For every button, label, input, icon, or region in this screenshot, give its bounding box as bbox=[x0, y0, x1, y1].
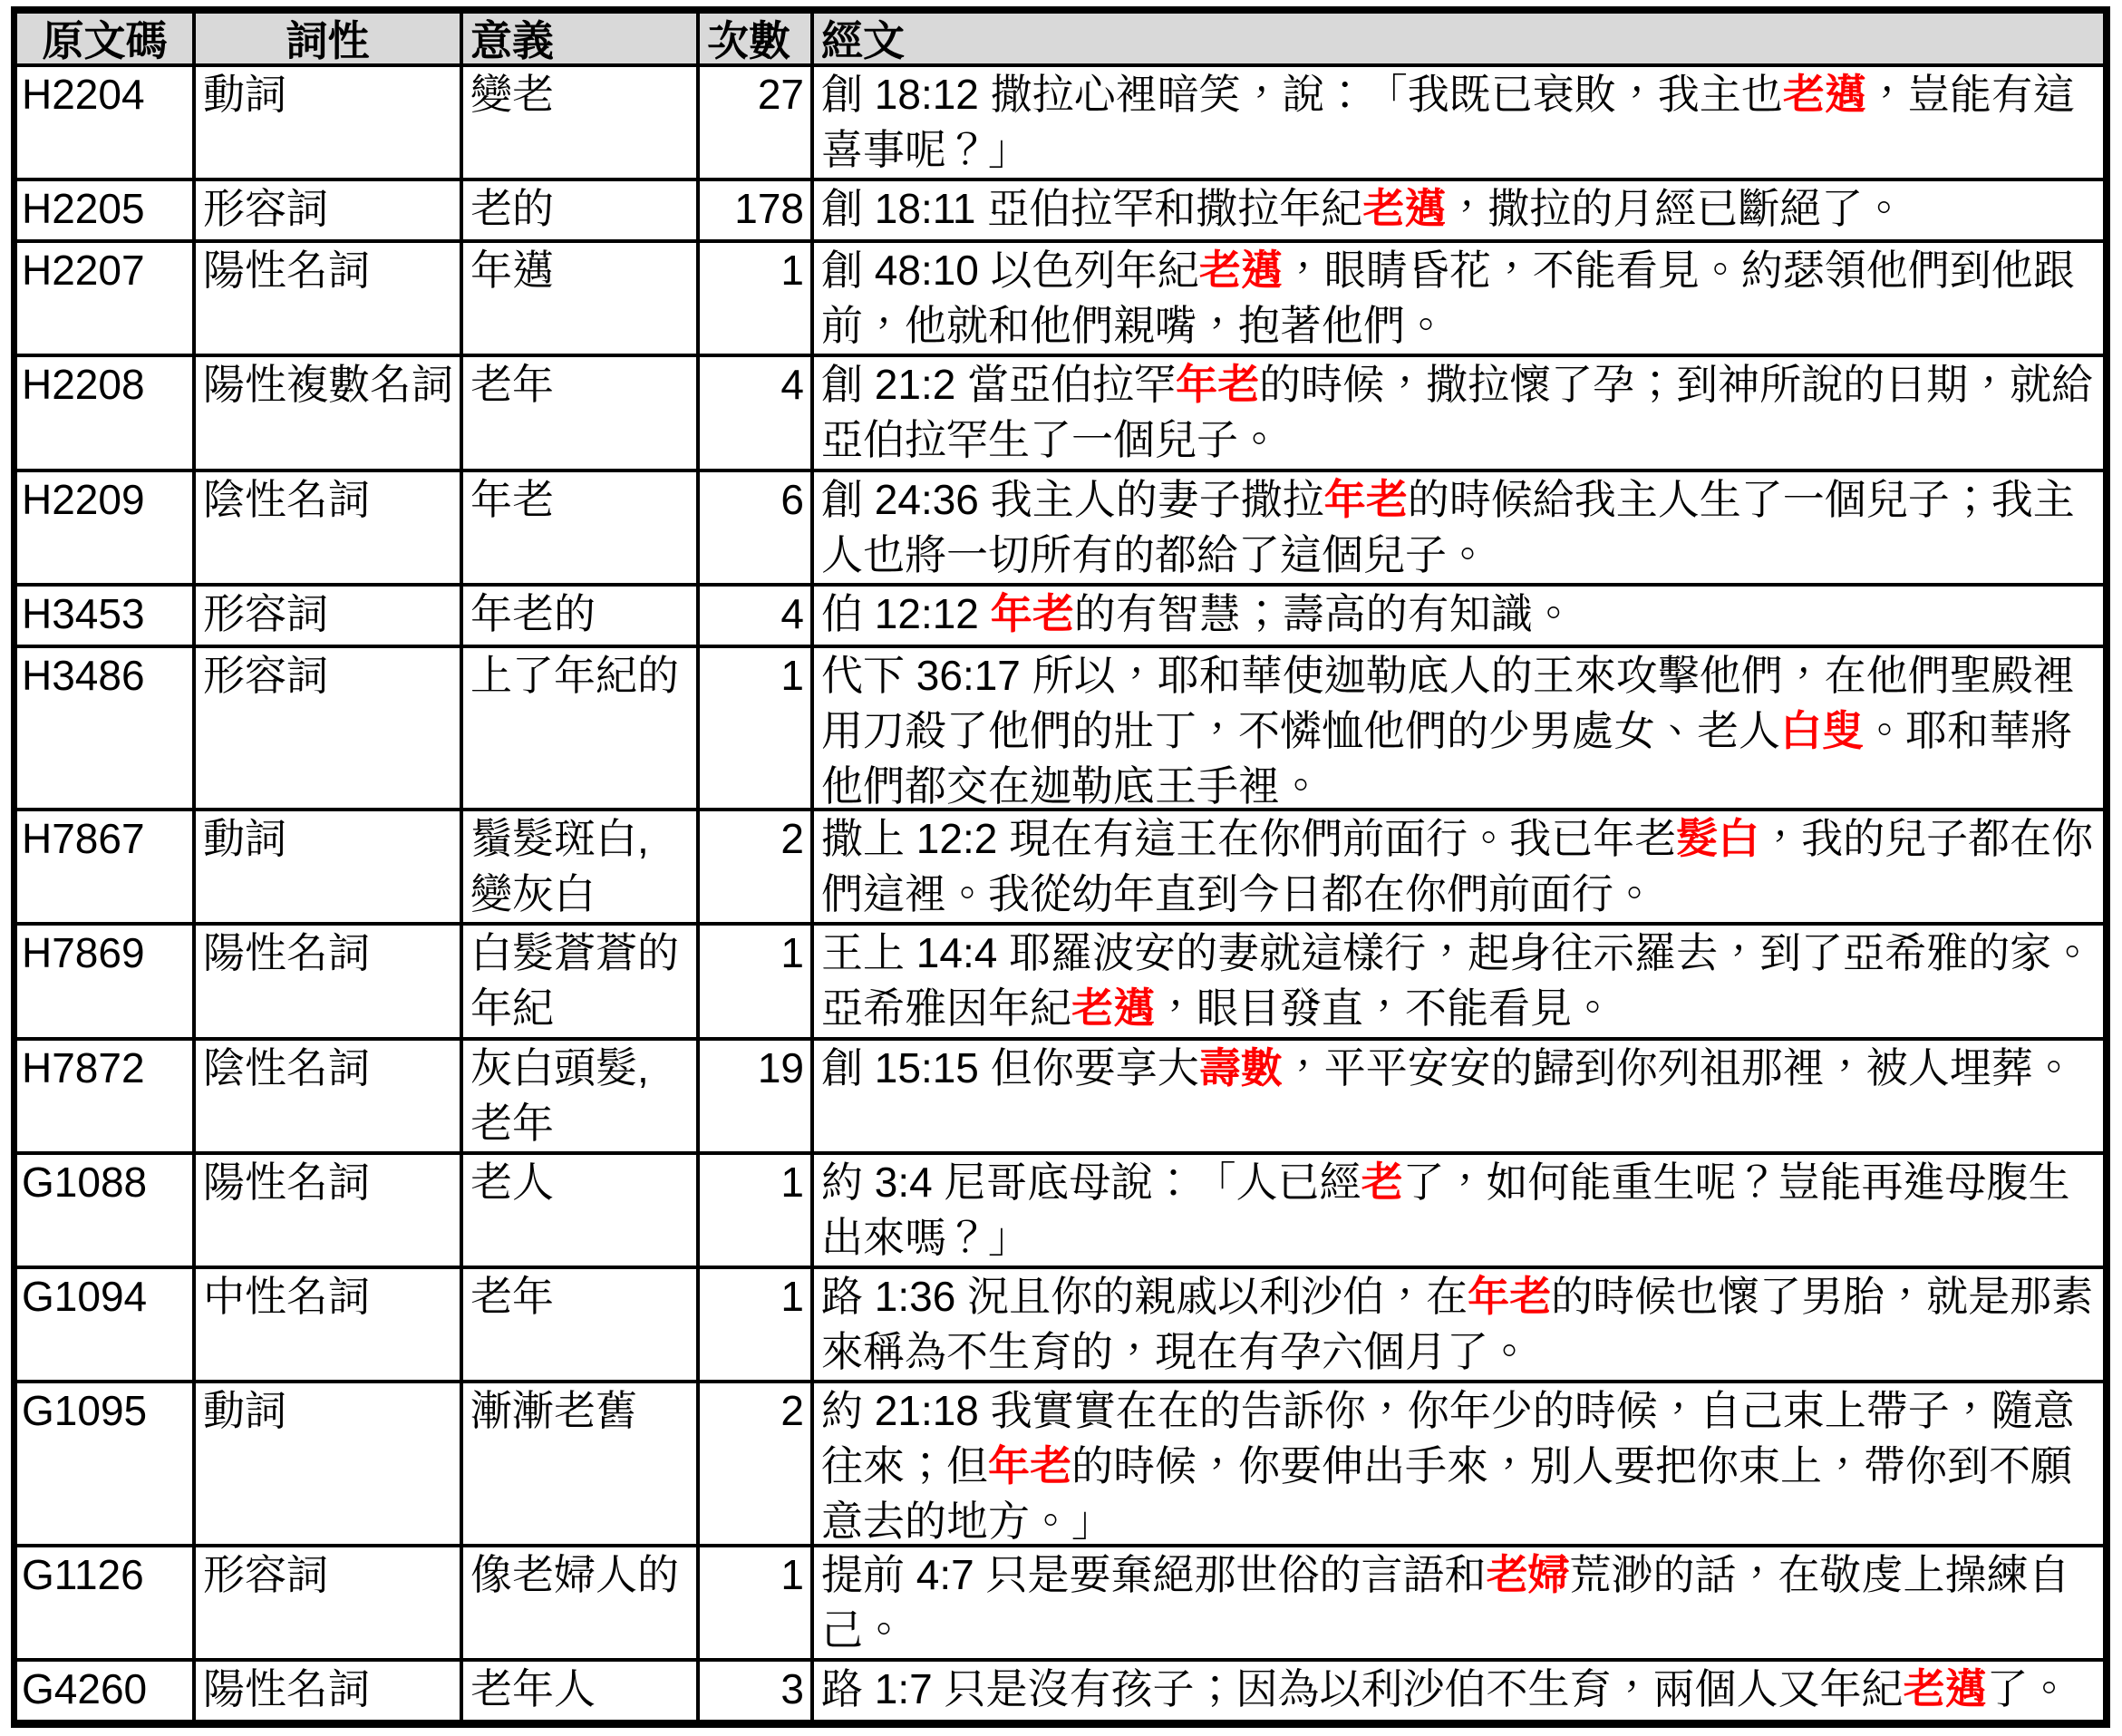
verse-text: 只是要棄絕那世俗的言語和 bbox=[985, 1550, 1487, 1598]
verse-text: 況且你的親戚以利沙伯，在 bbox=[967, 1273, 1468, 1320]
verse bbox=[814, 181, 2103, 243]
part-of-speech: 動詞 bbox=[196, 1383, 463, 1547]
pos-cell bbox=[196, 1155, 463, 1269]
verse-cell bbox=[814, 926, 2103, 1040]
occurrence-count: 1 bbox=[700, 1155, 814, 1269]
verse-text: 他們都交在迦勒底王手裡。 bbox=[821, 761, 1322, 810]
verse-text: ，我的兒子都在你 bbox=[1759, 815, 2094, 863]
count-cell bbox=[700, 67, 814, 181]
verse-reference: 創 21:2 bbox=[821, 361, 956, 409]
verse-text: 們這裡。我從幼年直到今日都在你們前面行。 bbox=[821, 870, 1655, 918]
code-cell bbox=[17, 926, 196, 1040]
highlighted-term: 年老 bbox=[988, 1442, 1071, 1490]
verse bbox=[814, 811, 2103, 926]
verse-cell bbox=[814, 1383, 2103, 1547]
count-cell bbox=[700, 811, 814, 926]
verse-line bbox=[821, 1041, 2099, 1096]
meaning-cell bbox=[463, 648, 700, 812]
verse-reference: 創 24:36 bbox=[821, 475, 979, 523]
table-row bbox=[17, 1662, 2103, 1720]
occurrence-count: 27 bbox=[700, 67, 814, 181]
verse-text: 但你要享大 bbox=[990, 1043, 1199, 1091]
part-of-speech: 陽性名詞 bbox=[196, 243, 463, 357]
header-verse-label: 經文 bbox=[814, 14, 2103, 67]
verse-reference: 創 18:11 bbox=[821, 185, 976, 233]
part-of-speech: 動詞 bbox=[196, 811, 463, 926]
verse-text: 亞希雅因年紀 bbox=[821, 984, 1071, 1033]
part-of-speech: 陰性名詞 bbox=[196, 1041, 463, 1155]
header-count-label: 次數 bbox=[700, 14, 814, 67]
occurrence-count: 3 bbox=[700, 1662, 814, 1720]
strong-code: H3453 bbox=[17, 587, 196, 648]
verse-line bbox=[821, 243, 2099, 298]
verse-reference: 創 48:10 bbox=[821, 247, 979, 295]
strong-code: H2207 bbox=[17, 243, 196, 357]
verse-reference: 路 1:7 bbox=[821, 1664, 933, 1712]
verse-text: 的時候也懷了男胎，就是那素 bbox=[1551, 1273, 2094, 1320]
pos-cell bbox=[196, 1041, 463, 1155]
strong-code: H2205 bbox=[17, 181, 196, 243]
pos-cell bbox=[196, 67, 463, 181]
header-code-label: 原文碼 bbox=[17, 14, 196, 67]
verse-text: 了。 bbox=[1986, 1664, 2070, 1712]
table-row bbox=[17, 648, 2103, 812]
verse-line bbox=[821, 122, 2099, 178]
verse-line bbox=[821, 412, 2099, 468]
meaning: 老的 bbox=[463, 181, 700, 243]
count-cell bbox=[700, 1041, 814, 1155]
verse-reference: 路 1:36 bbox=[821, 1273, 956, 1320]
meaning: 年老 bbox=[463, 472, 700, 587]
verse-text: 往來；但 bbox=[821, 1442, 988, 1490]
verse-line bbox=[821, 181, 2099, 237]
meaning: 年老的 bbox=[463, 587, 700, 648]
verse-reference: 創 15:15 bbox=[821, 1043, 979, 1091]
highlighted-term: 老邁 bbox=[1198, 247, 1283, 295]
strong-code: H2204 bbox=[17, 67, 196, 181]
meaning-cell bbox=[463, 243, 700, 357]
verse-text: ，眼睛昏花，不能看見。約瑟領他們到他跟 bbox=[1282, 247, 2075, 295]
count-cell bbox=[700, 472, 814, 587]
verse-line bbox=[821, 1603, 2099, 1658]
strong-code: G4260 bbox=[17, 1662, 196, 1720]
verse bbox=[814, 243, 2103, 357]
header-row bbox=[17, 14, 2103, 67]
part-of-speech: 形容詞 bbox=[196, 1547, 463, 1662]
verse-cell bbox=[814, 587, 2103, 648]
meaning-cell bbox=[463, 926, 700, 1040]
code-cell bbox=[17, 1269, 196, 1383]
verse-reference: 代下 36:17 bbox=[821, 651, 1021, 699]
verse-cell bbox=[814, 1041, 2103, 1155]
verse-text: 的時候，你要伸出手來，別人要把你束上，帶你到不願 bbox=[1071, 1442, 2072, 1490]
occurrence-count: 178 bbox=[700, 181, 814, 243]
occurrence-count: 1 bbox=[700, 243, 814, 357]
pos-cell bbox=[196, 357, 463, 471]
verse-reference: 約 3:4 bbox=[821, 1158, 933, 1206]
verse-cell bbox=[814, 1269, 2103, 1383]
verse-cell bbox=[814, 357, 2103, 471]
header-verse bbox=[814, 14, 2103, 67]
verse-cell bbox=[814, 67, 2103, 181]
verse-reference: 約 21:18 bbox=[821, 1387, 979, 1435]
table-row bbox=[17, 1155, 2103, 1269]
count-cell bbox=[700, 1269, 814, 1383]
code-cell bbox=[17, 1547, 196, 1662]
verse-text: 前，他就和他們親嘴，抱著他們。 bbox=[821, 302, 1447, 350]
occurrence-count: 6 bbox=[700, 472, 814, 587]
verse-cell bbox=[814, 243, 2103, 357]
verse-text: 現在有這王在你們前面行。我已年老 bbox=[1009, 815, 1677, 863]
meaning-cell bbox=[463, 811, 700, 926]
highlighted-term: 年老 bbox=[990, 589, 1074, 637]
part-of-speech: 陽性名詞 bbox=[196, 1662, 463, 1720]
meaning-cell bbox=[463, 472, 700, 587]
verse-text: 喜事呢？」 bbox=[821, 126, 1030, 173]
code-cell bbox=[17, 1041, 196, 1155]
strong-code: G1088 bbox=[17, 1155, 196, 1269]
verse-line bbox=[821, 67, 2099, 122]
verse bbox=[814, 1269, 2103, 1383]
meaning-cell bbox=[463, 1155, 700, 1269]
strong-code: G1095 bbox=[17, 1383, 196, 1547]
strong-code: H7872 bbox=[17, 1041, 196, 1155]
header-code bbox=[17, 14, 196, 67]
occurrence-count: 4 bbox=[700, 357, 814, 471]
highlighted-term: 年老 bbox=[1468, 1273, 1552, 1320]
verse-text: 我實實在在的告訴你，你年少的時候，自己束上帶子，隨意 bbox=[990, 1387, 2075, 1435]
count-cell bbox=[700, 243, 814, 357]
verse-line bbox=[821, 472, 2099, 528]
table-row bbox=[17, 243, 2103, 357]
verse-reference: 伯 12:12 bbox=[821, 589, 979, 637]
part-of-speech: 陽性名詞 bbox=[196, 1155, 463, 1269]
verse-cell bbox=[814, 811, 2103, 926]
table-row bbox=[17, 357, 2103, 471]
table-row bbox=[17, 1041, 2103, 1155]
pos-cell bbox=[196, 648, 463, 812]
table-row bbox=[17, 1383, 2103, 1547]
verse-line bbox=[821, 1383, 2099, 1439]
occurrence-count: 2 bbox=[700, 1383, 814, 1547]
part-of-speech: 形容詞 bbox=[196, 181, 463, 243]
highlighted-term: 老婦 bbox=[1486, 1550, 1570, 1598]
verse-text: 來稱為不生育的，現在有孕六個月了。 bbox=[821, 1328, 1530, 1375]
verse-reference: 創 18:12 bbox=[821, 71, 979, 118]
table bbox=[17, 14, 2103, 1720]
verse bbox=[814, 1041, 2103, 1155]
meaning-cell bbox=[463, 1269, 700, 1383]
pos-cell bbox=[196, 1383, 463, 1547]
table-row bbox=[17, 811, 2103, 926]
part-of-speech: 中性名詞 bbox=[196, 1269, 463, 1383]
meaning: 漸漸老舊 bbox=[463, 1383, 700, 1547]
verse-line bbox=[821, 926, 2099, 981]
part-of-speech: 動詞 bbox=[196, 67, 463, 181]
highlighted-term: 白叟 bbox=[1780, 706, 1864, 754]
verse-text: 以色列年紀 bbox=[990, 247, 1199, 295]
verse-text: 的時候，撒拉懷了孕；到神所說的日期，就給 bbox=[1259, 361, 2094, 409]
verse-line bbox=[821, 648, 2099, 703]
code-cell bbox=[17, 648, 196, 812]
meaning: 上了年紀的 bbox=[463, 648, 700, 812]
header-count bbox=[700, 14, 814, 67]
header-pos-label: 詞性 bbox=[196, 14, 463, 67]
highlighted-term: 老 bbox=[1361, 1158, 1403, 1206]
verse-text: 我主人的妻子撒拉 bbox=[990, 475, 1324, 523]
pos-cell bbox=[196, 926, 463, 1040]
verse-text: 耶羅波安的妻就這樣行，起身往示羅去，到了亞希雅的家。 bbox=[1009, 929, 2094, 977]
count-cell bbox=[700, 648, 814, 812]
verse-text: 亞伯拉罕生了一個兒子。 bbox=[821, 416, 1280, 464]
table-row bbox=[17, 181, 2103, 243]
count-cell bbox=[700, 1383, 814, 1547]
highlighted-term: 老邁 bbox=[1071, 984, 1155, 1033]
verse-reference: 王上 14:4 bbox=[821, 929, 998, 977]
verse-text: 荒渺的話，在敬虔上操練自 bbox=[1569, 1550, 2070, 1598]
code-cell bbox=[17, 1662, 196, 1720]
count-cell bbox=[700, 926, 814, 1040]
verse-line bbox=[821, 1547, 2099, 1603]
verse-cell bbox=[814, 1547, 2103, 1662]
verse-line bbox=[821, 357, 2099, 412]
header-meaning bbox=[463, 14, 700, 67]
highlighted-term: 壽數 bbox=[1198, 1043, 1283, 1091]
highlighted-term: 年老 bbox=[1176, 361, 1260, 409]
verse-line bbox=[821, 867, 2099, 922]
highlighted-term: 老邁 bbox=[1362, 185, 1447, 233]
verse-line bbox=[821, 1210, 2099, 1266]
meaning-cell bbox=[463, 357, 700, 471]
verse-text: ，眼目發直，不能看見。 bbox=[1155, 984, 1613, 1033]
verse-text: 用刀殺了他們的壯丁，不憐恤他們的少男處女、老人 bbox=[821, 706, 1780, 754]
verse-line bbox=[821, 1662, 2099, 1717]
meaning-cell bbox=[463, 181, 700, 243]
pos-cell bbox=[196, 1269, 463, 1383]
meaning: 灰白頭髮, 老年 bbox=[463, 1041, 700, 1155]
verse-line bbox=[821, 981, 2099, 1036]
strong-code: H2208 bbox=[17, 357, 196, 471]
verse-cell bbox=[814, 648, 2103, 812]
code-cell bbox=[17, 243, 196, 357]
count-cell bbox=[700, 181, 814, 243]
verse-cell bbox=[814, 1662, 2103, 1720]
meaning-cell bbox=[463, 67, 700, 181]
code-cell bbox=[17, 587, 196, 648]
verse-line bbox=[821, 298, 2099, 354]
highlighted-term: 年老 bbox=[1323, 475, 1408, 523]
verse-text: ，平平安安的歸到你列祖那裡，被人埋葬。 bbox=[1282, 1043, 2075, 1091]
verse-line bbox=[821, 1494, 2099, 1549]
verse bbox=[814, 648, 2103, 812]
pos-cell bbox=[196, 587, 463, 648]
occurrence-count: 1 bbox=[700, 926, 814, 1040]
verse-line bbox=[821, 811, 2099, 867]
table-row bbox=[17, 926, 2103, 1040]
meaning: 老年 bbox=[463, 1269, 700, 1383]
table-row bbox=[17, 472, 2103, 587]
verse-text: 只是沒有孩子；因為以利沙伯不生育，兩個人又年紀 bbox=[944, 1664, 1904, 1712]
highlighted-term: 老邁 bbox=[1782, 71, 1866, 118]
verse-text: 己。 bbox=[821, 1605, 905, 1654]
meaning: 老人 bbox=[463, 1155, 700, 1269]
verse-line bbox=[821, 1269, 2099, 1324]
header-meaning-label: 意義 bbox=[463, 14, 700, 67]
table-row bbox=[17, 1547, 2103, 1662]
verse-line bbox=[821, 1155, 2099, 1210]
code-cell bbox=[17, 1155, 196, 1269]
part-of-speech: 形容詞 bbox=[196, 648, 463, 812]
strong-code: H7869 bbox=[17, 926, 196, 1040]
verse-line bbox=[821, 703, 2099, 759]
verse-cell bbox=[814, 472, 2103, 587]
pos-cell bbox=[196, 811, 463, 926]
count-cell bbox=[700, 587, 814, 648]
strong-code: G1094 bbox=[17, 1269, 196, 1383]
table-row bbox=[17, 67, 2103, 181]
meaning: 鬚髮斑白, 變灰白 bbox=[463, 811, 700, 926]
meaning: 老年 bbox=[463, 357, 700, 471]
part-of-speech: 陰性名詞 bbox=[196, 472, 463, 587]
pos-cell bbox=[196, 243, 463, 357]
verse-text: 的有智慧；壽高的有知識。 bbox=[1073, 589, 1575, 637]
verse-cell bbox=[814, 1155, 2103, 1269]
verse-text: ，豈能有這 bbox=[1865, 71, 2075, 118]
verse bbox=[814, 472, 2103, 587]
header-pos bbox=[196, 14, 463, 67]
count-cell bbox=[700, 1155, 814, 1269]
count-cell bbox=[700, 1662, 814, 1720]
code-cell bbox=[17, 357, 196, 471]
verse-reference: 提前 4:7 bbox=[821, 1550, 974, 1598]
verse bbox=[814, 1662, 2103, 1720]
word-study-table bbox=[11, 6, 2110, 1728]
verse bbox=[814, 1547, 2103, 1662]
meaning: 老年人 bbox=[463, 1662, 700, 1720]
part-of-speech: 形容詞 bbox=[196, 587, 463, 648]
code-cell bbox=[17, 472, 196, 587]
meaning-cell bbox=[463, 1383, 700, 1547]
pos-cell bbox=[196, 1662, 463, 1720]
verse-text: 撒拉心裡暗笑，說：「我既已衰敗，我主也 bbox=[990, 71, 1783, 118]
occurrence-count: 1 bbox=[700, 1547, 814, 1662]
pos-cell bbox=[196, 1547, 463, 1662]
occurrence-count: 2 bbox=[700, 811, 814, 926]
verse-line bbox=[821, 587, 2099, 642]
verse-text: 意去的地方。」 bbox=[821, 1498, 1113, 1546]
table-row bbox=[17, 587, 2103, 648]
verse-text: 了，如何能重生呢？豈能再進母腹生 bbox=[1402, 1158, 2070, 1206]
table-row bbox=[17, 1269, 2103, 1383]
verse bbox=[814, 926, 2103, 1040]
meaning-cell bbox=[463, 1662, 700, 1720]
code-cell bbox=[17, 67, 196, 181]
verse bbox=[814, 1383, 2103, 1547]
part-of-speech: 陽性名詞 bbox=[196, 926, 463, 1040]
meaning-cell bbox=[463, 1041, 700, 1155]
verse bbox=[814, 1155, 2103, 1269]
occurrence-count: 19 bbox=[700, 1041, 814, 1155]
verse-line bbox=[821, 1439, 2099, 1494]
count-cell bbox=[700, 357, 814, 471]
code-cell bbox=[17, 811, 196, 926]
strong-code: H3486 bbox=[17, 648, 196, 812]
verse-line bbox=[821, 759, 2099, 814]
meaning: 變老 bbox=[463, 67, 700, 181]
strong-code: H2209 bbox=[17, 472, 196, 587]
verse-text: 出來嗎？」 bbox=[821, 1213, 1030, 1261]
highlighted-term: 老邁 bbox=[1903, 1664, 1987, 1712]
verse-text: 當亞伯拉罕 bbox=[967, 361, 1177, 409]
occurrence-count: 1 bbox=[700, 1269, 814, 1383]
verse bbox=[814, 587, 2103, 648]
meaning-cell bbox=[463, 587, 700, 648]
highlighted-term: 髮白 bbox=[1676, 815, 1760, 863]
part-of-speech: 陽性複數名詞 bbox=[196, 357, 463, 471]
verse-text: 的時候給我主人生了一個兒子；我主 bbox=[1407, 475, 2075, 523]
verse-text: ，撒拉的月經已斷絕了。 bbox=[1446, 185, 1905, 233]
verse-cell bbox=[814, 181, 2103, 243]
verse-line bbox=[821, 528, 2099, 583]
verse-text: 尼哥底母說：「人已經 bbox=[944, 1158, 1361, 1206]
code-cell bbox=[17, 1383, 196, 1547]
count-cell bbox=[700, 1547, 814, 1662]
verse-line bbox=[821, 1324, 2099, 1380]
occurrence-count: 4 bbox=[700, 587, 814, 648]
meaning-cell bbox=[463, 1547, 700, 1662]
verse-text: 。耶和華將 bbox=[1864, 706, 2072, 754]
verse bbox=[814, 67, 2103, 181]
pos-cell bbox=[196, 472, 463, 587]
verse-reference: 撒上 12:2 bbox=[821, 815, 998, 863]
occurrence-count: 1 bbox=[700, 648, 814, 812]
code-cell bbox=[17, 181, 196, 243]
meaning: 像老婦人的 bbox=[463, 1547, 700, 1662]
meaning: 白髮蒼蒼的年紀 bbox=[463, 926, 700, 1040]
verse-text: 亞伯拉罕和撒拉年紀 bbox=[987, 185, 1363, 233]
strong-code: G1126 bbox=[17, 1547, 196, 1662]
pos-cell bbox=[196, 181, 463, 243]
meaning: 年邁 bbox=[463, 243, 700, 357]
strong-code: H7867 bbox=[17, 811, 196, 926]
verse-text: 所以，耶和華使迦勒底人的王來攻擊他們，在他們聖殿裡 bbox=[1032, 651, 2075, 699]
verse bbox=[814, 357, 2103, 471]
verse-text: 人也將一切所有的都給了這個兒子。 bbox=[821, 530, 1488, 578]
